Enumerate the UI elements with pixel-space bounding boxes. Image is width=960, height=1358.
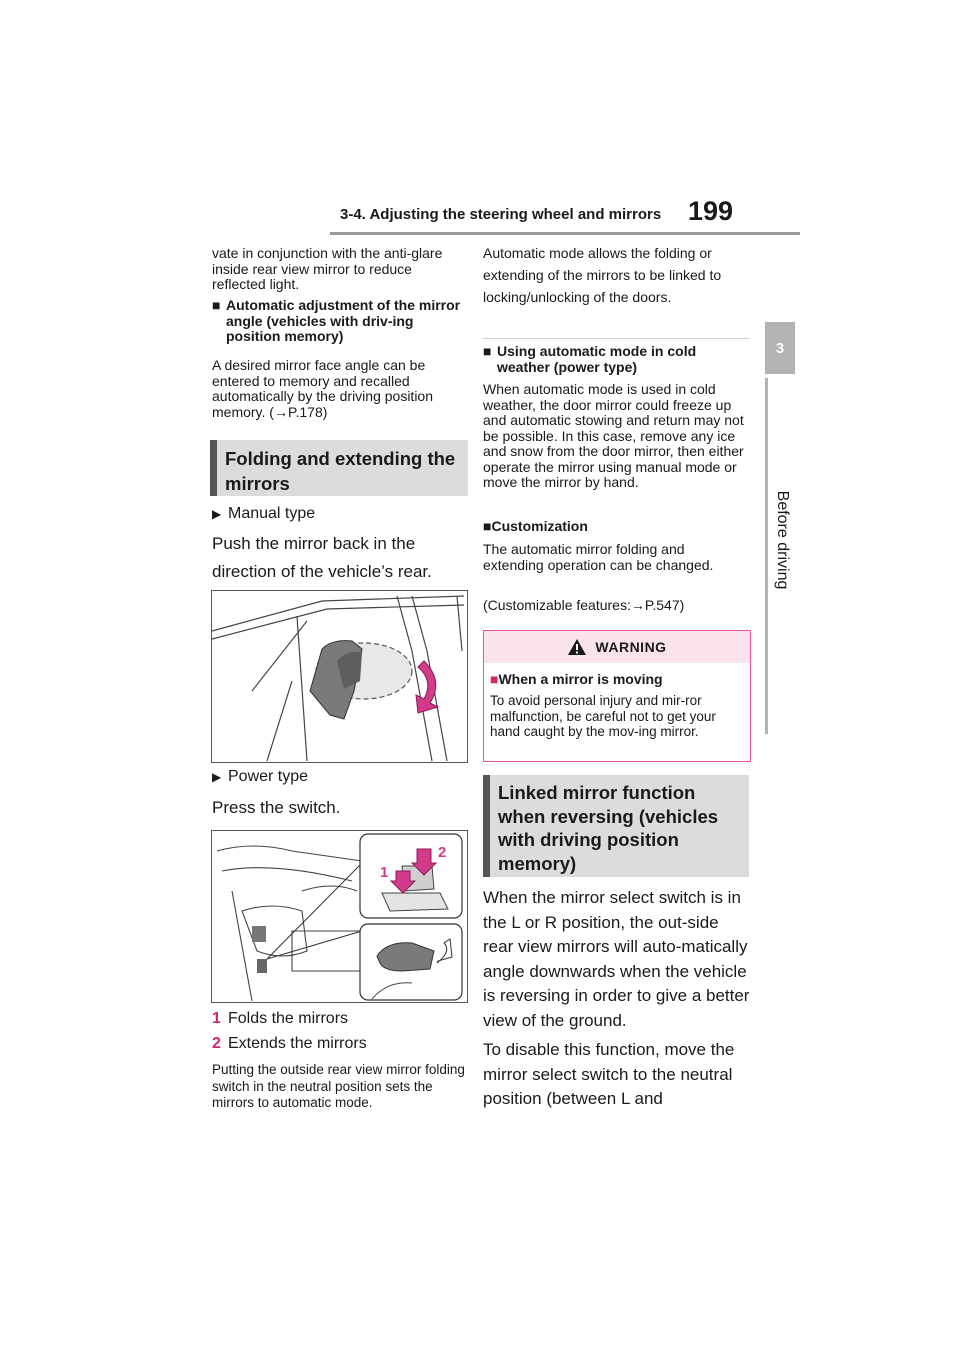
header-rule bbox=[330, 232, 800, 235]
manual-type-text: Push the mirror back in the direction of the vehicle’s rear. bbox=[212, 534, 432, 581]
page-reference-547[interactable]: P.547) bbox=[644, 597, 685, 613]
customization-reference bbox=[483, 598, 749, 614]
figure-manual-fold bbox=[211, 590, 468, 763]
chapter-tab-rule bbox=[765, 378, 768, 734]
power-type-label-text: Power type bbox=[228, 768, 309, 785]
warning-title: WARNING bbox=[595, 639, 667, 655]
arrow-right-icon: → bbox=[273, 403, 288, 420]
list-item-1 bbox=[212, 1010, 348, 1028]
callout-1: 1 bbox=[380, 864, 389, 881]
square-bullet-icon: ■ bbox=[483, 518, 492, 534]
manual-fold-illustration bbox=[212, 591, 467, 762]
section-title-linked-mirror: Linked mirror function when reversing (vehicles with driving position memory) bbox=[483, 775, 749, 877]
subheading-cold-weather bbox=[483, 344, 745, 375]
intro-text: vate in conjunction with the anti-glare inside rear view mirror to reduce reflected light. bbox=[212, 245, 443, 292]
list-item-1-number: 1 bbox=[212, 1010, 221, 1027]
customization-reference-prefix: (Customizable features: bbox=[483, 597, 631, 613]
triangle-bullet-icon: ▶ bbox=[212, 770, 222, 784]
subheading-customization-text: Customization bbox=[491, 518, 588, 534]
chapter-label-text: Before driving bbox=[774, 490, 791, 590]
warning-box bbox=[483, 630, 751, 762]
linked-mirror-text: When the mirror select switch is in the L or R position, the out-side rear view mirrors will auto-matically angle downwards when the vehicle is reversing in order to give a better view of the ground. bbox=[483, 888, 750, 1030]
power-switch-illustration bbox=[212, 831, 467, 1002]
square-bullet-icon: ■ bbox=[490, 671, 499, 687]
triangle-bullet-icon: ▶ bbox=[212, 507, 222, 521]
list-item-2-number: 2 bbox=[212, 1035, 221, 1052]
warning-subtitle-text: When a mirror is moving bbox=[498, 671, 663, 687]
page-number: 199 bbox=[688, 196, 734, 226]
list-item-1-text: Folds the mirrors bbox=[228, 1010, 349, 1027]
power-type-text: Press the switch. bbox=[212, 798, 341, 817]
auto-angle-text bbox=[212, 358, 470, 420]
manual-type-label-text: Manual type bbox=[228, 505, 316, 522]
neutral-position-note: Putting the outside rear view mirror folding switch in the neutral position sets the mirrors to automatic mode. bbox=[212, 1062, 465, 1110]
subheading-cold-weather-text: Using automatic mode in cold weather (power type) bbox=[497, 343, 697, 375]
divider bbox=[483, 338, 749, 339]
square-bullet-icon: ■ bbox=[212, 297, 221, 313]
chapter-label bbox=[772, 410, 792, 670]
subheading-auto-angle bbox=[212, 298, 470, 345]
chapter-tab: 3 bbox=[765, 322, 795, 374]
linked-mirror-disable-text: To disable this function, move the mirror select switch to the neutral position (between L and bbox=[483, 1040, 735, 1108]
list-item-2-text: Extends the mirrors bbox=[228, 1035, 367, 1052]
callout-2: 2 bbox=[438, 844, 447, 861]
warning-triangle-icon bbox=[567, 638, 587, 656]
warning-text: To avoid personal injury and mir-ror malfunction, be careful not to get your hand caught by the mov-ing mirror. bbox=[490, 693, 716, 739]
manual-type-label bbox=[212, 505, 315, 523]
customization-text: The automatic mirror folding and extending operation can be changed. bbox=[483, 541, 714, 573]
page-reference-178[interactable]: P.178) bbox=[287, 403, 328, 420]
warning-header bbox=[484, 631, 750, 663]
auto-angle-body: A desired mirror face angle can be entered to memory and recalled automatically by the driving position memory. ( bbox=[212, 357, 434, 420]
figure-power-switch bbox=[211, 830, 468, 1003]
section-header: 3-4. Adjusting the steering wheel and mirrors bbox=[340, 206, 662, 223]
subheading-auto-angle-text: Automatic adjustment of the mirror angle (vehicles with driv-ing position memory) bbox=[226, 297, 461, 344]
auto-mode-text: Automatic mode allows the folding or extending of the mirrors to be linked to locking/unlocking of the doors. bbox=[483, 245, 722, 305]
cold-weather-text: When automatic mode is used in cold weather, the door mirror could freeze up and automatic stowing and return may not be possible. In this case, remove any ice and snow from the door mirror, then either operate the mirror using manual mode or move the mirror by hand. bbox=[483, 381, 744, 490]
section-title-folding: Folding and extending the mirrors bbox=[210, 440, 468, 496]
list-item-2 bbox=[212, 1035, 367, 1053]
subheading-customization bbox=[483, 519, 745, 535]
warning-subtitle bbox=[490, 671, 750, 687]
square-bullet-icon: ■ bbox=[483, 343, 492, 359]
power-type-label bbox=[212, 768, 308, 786]
arrow-right-icon: → bbox=[630, 597, 645, 613]
